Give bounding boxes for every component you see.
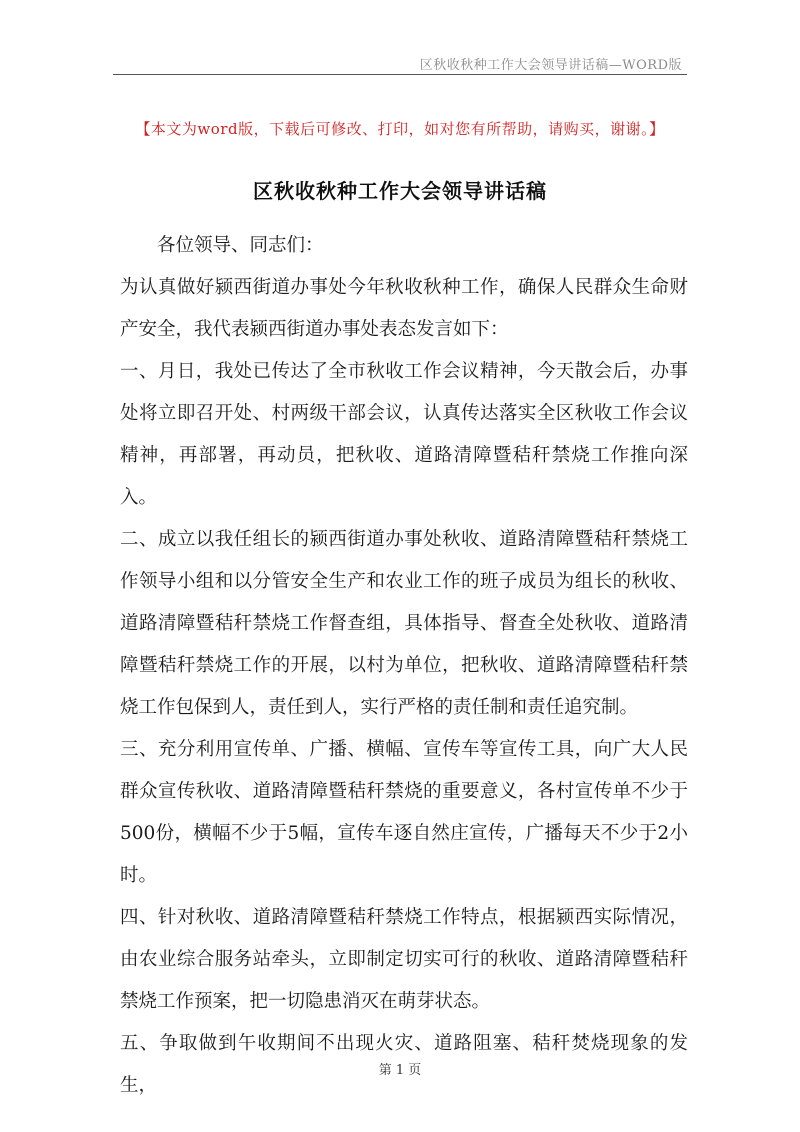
document-body (120, 225, 688, 1107)
document-title: 区秋收秋种工作大会领导讲话稿 (253, 179, 547, 203)
paragraph-item-4: 四、针对秋收、道路清障暨秸秆禁烧工作特点，根据颍西实际情况，由农业综合服务站牵头，立即制定切实可行的秋收、道路清障暨秸秆禁烧工作预案，把一切隐患消灭在萌芽状态。 (120, 907, 688, 1012)
running-header: 区秋收秋种工作大会领导讲话稿—WORD版 (419, 58, 682, 73)
paragraph-item-2: 二、成立以我任组长的颍西街道办事处秋收、道路清障暨秸秆禁烧工作领导小组和以分管安全生产和农业工作的班子成员为组长的秋收、道路清障暨秸秆禁烧工作督查组，具体指导、督查全处秋收、道路清障暨秸秆禁烧工作的开展，以村为单位，把秋收、道路清障暨秸秆禁烧工作包保到人，责任到人，实行严格的责任制和责任追究制。 (120, 529, 688, 718)
paragraph-item-5: 五、争取做到午收期间不出现火灾、道路阻塞、秸秆焚烧现象的发生， (120, 1033, 688, 1096)
paragraph-item-3: 三、充分利用宣传单、广播、横幅、宣传车等宣传工具，向广大人民群众宣传秋收、道路清障暨秸秆禁烧的重要意义，各村宣传单不少于500份，横幅不少于5幅，宣传车逐自然庄宣传，广播每天不少于2小时。 (120, 739, 688, 886)
paragraph-item-1: 一、月日，我处已传达了全市秋收工作会议精神，今天散会后，办事处将立即召开处、村两级干部会议，认真传达落实全区秋收工作会议精神，再部署，再动员，把秋收、道路清障暨秸秆禁烧工作推向深入。 (120, 361, 688, 508)
salutation: 各位领导、同志们： (157, 235, 324, 256)
download-notice: 【本文为word版，下载后可修改、打印，如对您有所帮助，请购买，谢谢。】 (135, 120, 665, 138)
paragraph-intro: 为认真做好颍西街道办事处今年秋收秋种工作，确保人民群众生命财产安全，我代表颍西街道办事处表态发言如下： (120, 277, 688, 340)
header-rule (113, 74, 687, 75)
page-number: 第 1 页 (378, 1063, 422, 1078)
